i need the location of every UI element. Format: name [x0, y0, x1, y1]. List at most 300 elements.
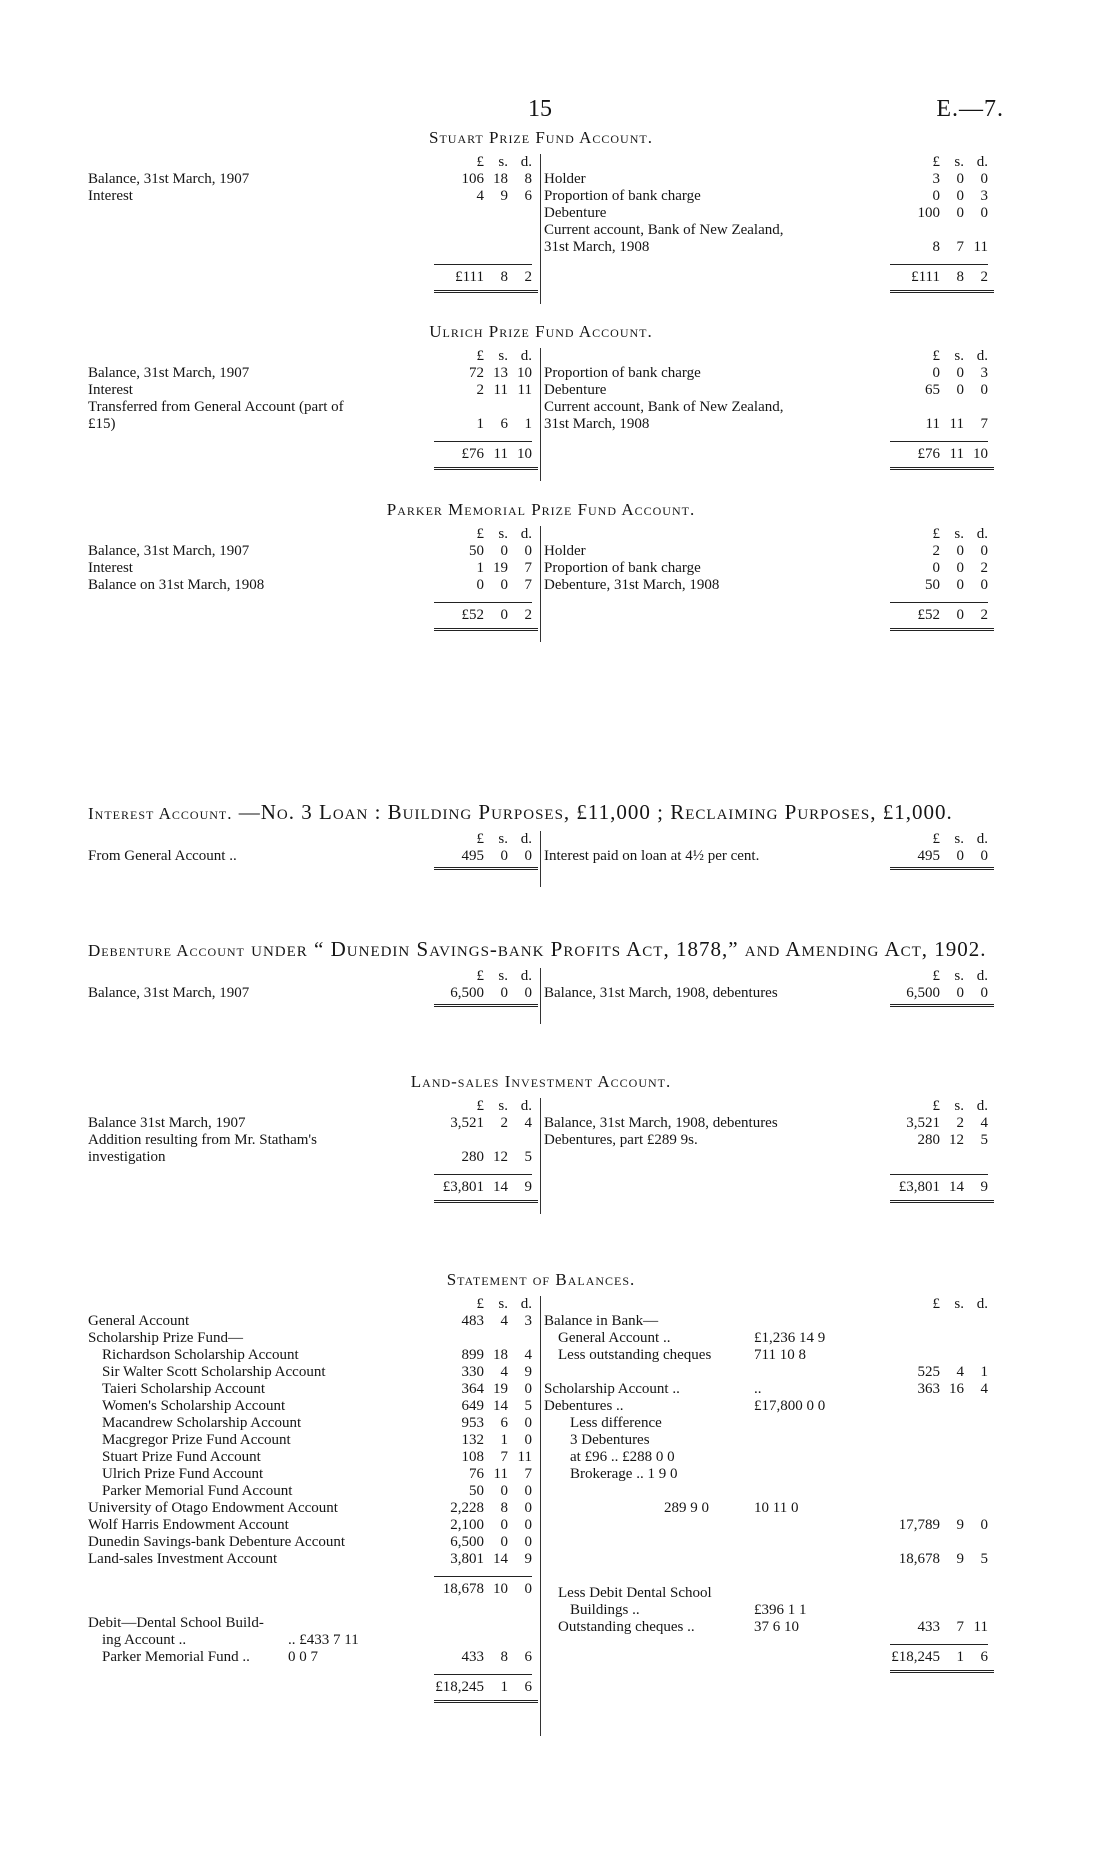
ledger-entry-label: Debentures, part £289 9s. [544, 1132, 698, 1148]
amount [878, 985, 988, 1002]
rule-line [434, 441, 532, 442]
ledger-row [544, 1432, 994, 1449]
amount-shillings: 0 [956, 188, 964, 204]
ledger-entry-label: Interest paid on loan at 4½ per cent. [544, 848, 760, 864]
amount-shillings: s. [954, 831, 964, 847]
amount [878, 205, 988, 222]
ledger-row [544, 526, 994, 543]
amount-pence: 11 [973, 239, 988, 255]
ledger-row [544, 560, 994, 577]
double-rule-line [890, 467, 994, 472]
double-rule-line [434, 1200, 538, 1205]
ledger-row [88, 526, 538, 543]
ledger-entry-label: Stuart Prize Fund Account [102, 1449, 261, 1465]
ledger-row [88, 1649, 538, 1666]
amount-shillings: s. [954, 526, 964, 542]
amount-pounds: 132 [461, 1432, 484, 1448]
amount-shillings: s. [954, 1098, 964, 1114]
amount-pounds: 50 [925, 577, 940, 593]
amount-pounds: 50 [469, 1483, 484, 1499]
inner-amount: £1,236 14 9 [754, 1330, 826, 1346]
ledger-entry-label: Balance 31st March, 1907 [88, 1115, 246, 1131]
amount-pounds: 6,500 [450, 1534, 484, 1550]
ledger-row [88, 1296, 538, 1313]
amount-pence: 7 [524, 560, 532, 576]
amount [422, 543, 532, 560]
amount-pence: 3 [980, 188, 988, 204]
amount-pence: 0 [524, 1483, 532, 1499]
land-sales-investment-account [88, 1072, 994, 1214]
ledger-entry-label: Current account, Bank of New Zealand, [544, 399, 784, 415]
amount-shillings: 7 [500, 1449, 508, 1465]
amount-shillings: 0 [956, 577, 964, 593]
amount-pounds: 6,500 [906, 985, 940, 1001]
amount-pounds: £52 [461, 607, 484, 623]
amount-pounds: £18,245 [435, 1679, 484, 1695]
ledger-row [88, 1415, 538, 1432]
column-divider [540, 1098, 541, 1214]
amount [878, 222, 988, 239]
amount-shillings: 11 [493, 1466, 508, 1482]
ledger-entry-label: Buildings .. [570, 1602, 640, 1618]
ledger-row [544, 1585, 994, 1602]
amount-pounds: 0 [476, 577, 484, 593]
amount-pence: 9 [524, 1364, 532, 1380]
debit-side [88, 1296, 538, 1705]
amount-shillings: 11 [493, 446, 508, 462]
amount-pounds: 76 [469, 1466, 484, 1482]
account-title-label: Debenture Account [88, 941, 245, 960]
ledger-row [88, 1330, 538, 1347]
amount-pence: d. [976, 831, 988, 847]
ledger-entry-label: Outstanding cheques .. [558, 1619, 695, 1635]
amount [878, 154, 988, 171]
ledger-row [544, 607, 994, 624]
amount-shillings: s. [498, 348, 508, 364]
account-body [88, 1296, 994, 1736]
amount-pounds: 0 [932, 365, 940, 381]
ledger-row [544, 1568, 994, 1585]
amount-pence: d. [976, 348, 988, 364]
debit-side [88, 526, 538, 633]
amount-pence: d. [976, 1296, 988, 1312]
amount-pence: 10 [517, 365, 532, 381]
column-divider [540, 968, 541, 1024]
amount-shillings: 4 [956, 1364, 964, 1380]
ledger-row [544, 239, 994, 256]
amount-pence: 5 [980, 1551, 988, 1567]
amount-pounds: 1 [476, 416, 484, 432]
amount-shillings: 0 [956, 607, 964, 623]
amount-pence: 0 [524, 1500, 532, 1516]
amount-pence: d. [520, 831, 532, 847]
ledger-entry-label: Holder [544, 171, 586, 187]
ledger-entry-label: Debenture, 31st March, 1908 [544, 577, 720, 593]
column-divider [540, 526, 541, 642]
ledger-row [544, 399, 994, 416]
amount-shillings: 0 [500, 543, 508, 559]
ledger-row [88, 543, 538, 560]
amount-shillings: 14 [949, 1179, 964, 1195]
ledger-row [544, 348, 994, 365]
amount [878, 1098, 988, 1115]
ledger-row [88, 1398, 538, 1415]
amount [422, 607, 532, 624]
account-title: Ulrich Prize Fund Account. [429, 322, 653, 341]
amount [878, 1381, 988, 1398]
amount [422, 1551, 532, 1568]
amount-pence: 0 [524, 1381, 532, 1397]
ledger-row [88, 1632, 538, 1649]
amount-pence: 6 [980, 1649, 988, 1665]
ledger-row [544, 1466, 994, 1483]
amount-pence: 11 [517, 1449, 532, 1465]
amount [878, 1551, 988, 1568]
amount [878, 968, 988, 985]
ledger-entry-label: Taieri Scholarship Account [102, 1381, 266, 1397]
account-body [88, 526, 994, 642]
account-title-label: Interest Account. [88, 804, 233, 823]
amount-pounds: £52 [917, 607, 940, 623]
ledger-row [88, 1179, 538, 1196]
amount-pence: 1 [524, 416, 532, 432]
amount [878, 1649, 988, 1666]
ledger-entry-label: Less difference [570, 1415, 662, 1431]
ledger-entry-label: Proportion of bank charge [544, 560, 701, 576]
amount-pounds: 0 [932, 560, 940, 576]
ledger-entry-label: Land-sales Investment Account [88, 1551, 278, 1567]
amount [878, 1132, 988, 1149]
amount [422, 848, 532, 865]
amount-shillings: s. [498, 968, 508, 984]
amount [878, 188, 988, 205]
amount-pence: 9 [524, 1179, 532, 1195]
ledger-entry-label: Interest [88, 382, 133, 398]
ledger-row [544, 1149, 994, 1166]
amount [878, 577, 988, 594]
amount-pounds: 8 [932, 239, 940, 255]
ledger-entry-label: Proportion of bank charge [544, 188, 701, 204]
ledger-row [88, 1115, 538, 1132]
amount-shillings: s. [498, 831, 508, 847]
ledger-row [88, 1551, 538, 1568]
amount-pence: 10 [973, 446, 988, 462]
ledger-entry-label: Balance, 31st March, 1907 [88, 365, 250, 381]
amount-shillings: 12 [949, 1132, 964, 1148]
amount-pounds: 3,801 [450, 1551, 484, 1567]
ledger-entry-label: 289 9 0 [664, 1500, 709, 1516]
ledger-entry-label: Parker Memorial Fund .. [102, 1649, 250, 1665]
account-title-text: —No. 3 Loan : Building Purposes, £11,000 ; Reclaiming Purposes, £1,000. [232, 800, 953, 824]
amount [422, 1149, 532, 1166]
amount-shillings: 11 [493, 382, 508, 398]
ledger-row [88, 1581, 538, 1598]
amount [422, 1581, 532, 1598]
amount-pence: 4 [524, 1347, 532, 1363]
credit-side [544, 1098, 994, 1205]
amount-pounds: £ [932, 1296, 940, 1312]
amount-pounds: £ [932, 1098, 940, 1114]
amount-pounds: 899 [461, 1347, 484, 1363]
ledger-row [544, 848, 994, 865]
amount-pence: 4 [524, 1115, 532, 1131]
amount [878, 1179, 988, 1196]
amount-pence: 4 [980, 1115, 988, 1131]
rule-line [434, 1674, 532, 1675]
amount [878, 526, 988, 543]
account-body [88, 348, 994, 481]
ledger-entry-label: Holder [544, 543, 586, 559]
amount-shillings: 14 [493, 1551, 508, 1567]
amount-pounds: £ [476, 831, 484, 847]
amount-shillings: 1 [500, 1432, 508, 1448]
amount-pounds: 3,521 [906, 1115, 940, 1131]
amount-shillings: 9 [500, 188, 508, 204]
ledger-row [88, 1381, 538, 1398]
amount [422, 399, 532, 416]
column-divider [540, 154, 541, 304]
amount-shillings: s. [954, 154, 964, 170]
ledger-row [88, 1149, 538, 1166]
amount-shillings: 11 [949, 446, 964, 462]
amount-pence: 10 [517, 446, 532, 462]
account-body [88, 831, 994, 887]
amount-pence: 5 [980, 1132, 988, 1148]
ledger-row [88, 848, 538, 865]
inner-amount: £17,800 0 0 [754, 1398, 826, 1414]
amount-pounds: 2 [476, 382, 484, 398]
amount-pence: 0 [524, 1581, 532, 1597]
ledger-row [88, 382, 538, 399]
amount-pounds: 1 [476, 560, 484, 576]
ledger-entry-label: Less outstanding cheques [558, 1347, 712, 1363]
ledger-row [88, 1598, 538, 1615]
amount-pounds: 6,500 [450, 985, 484, 1001]
amount-pence: 5 [524, 1149, 532, 1165]
amount [422, 365, 532, 382]
amount-pence: 0 [524, 1534, 532, 1550]
amount-pence: 6 [524, 1679, 532, 1695]
double-rule-line [890, 1200, 994, 1205]
amount [422, 831, 532, 848]
amount-shillings: 0 [956, 560, 964, 576]
amount-pence: 7 [980, 416, 988, 432]
ledger-row [88, 348, 538, 365]
account-title: Stuart Prize Fund Account. [429, 128, 653, 147]
ledger-row [544, 1132, 994, 1149]
amount-pence: 8 [524, 171, 532, 187]
amount [422, 968, 532, 985]
amount-shillings: 8 [500, 269, 508, 285]
amount-shillings: 6 [500, 416, 508, 432]
amount-pounds: 433 [461, 1649, 484, 1665]
inner-amount: .. £433 7 11 [288, 1632, 359, 1648]
amount-shillings: s. [498, 1296, 508, 1312]
amount-pence: 0 [980, 1517, 988, 1533]
amount-shillings: 0 [956, 205, 964, 221]
amount-pence: 9 [524, 1551, 532, 1567]
amount [878, 848, 988, 865]
amount-shillings: 4 [500, 1364, 508, 1380]
ledger-row [544, 1483, 994, 1500]
ledger-row [88, 269, 538, 286]
amount-pence: 0 [980, 382, 988, 398]
amount-pence: 0 [980, 171, 988, 187]
ledger-row [88, 1347, 538, 1364]
ledger-row [88, 1534, 538, 1551]
debit-side [88, 968, 538, 1009]
amount-pounds: £76 [917, 446, 940, 462]
amount [878, 560, 988, 577]
amount [422, 348, 532, 365]
ledger-row [544, 222, 994, 239]
amount-pence: 11 [973, 1619, 988, 1635]
ledger-row [88, 1483, 538, 1500]
ledger-entry-label: Ulrich Prize Fund Account [102, 1466, 264, 1482]
rule-line [434, 1174, 532, 1175]
ledger-entry-label: Current account, Bank of New Zealand, [544, 222, 784, 238]
ledger-row [544, 382, 994, 399]
amount [878, 365, 988, 382]
ledger-entry-label: 3 Debentures [570, 1432, 650, 1448]
ledger-row [88, 365, 538, 382]
credit-side [544, 831, 994, 872]
amount-pounds: 50 [469, 543, 484, 559]
amount [878, 543, 988, 560]
ledger-entry-label: General Account .. [558, 1330, 671, 1346]
amount-pence: 6 [524, 1649, 532, 1665]
ledger-row [544, 446, 994, 463]
rule-line [890, 441, 988, 442]
ledger-entry-label: Proportion of bank charge [544, 365, 701, 381]
ledger-entry-label: at £96 .. £288 0 0 [570, 1449, 675, 1465]
amount-shillings: 0 [956, 365, 964, 381]
inner-amount: 10 11 0 [754, 1500, 799, 1516]
ledger-row [544, 543, 994, 560]
ledger-row [88, 831, 538, 848]
inner-amount: £396 1 1 [754, 1602, 807, 1618]
ledger-row [544, 1364, 994, 1381]
amount-shillings: 0 [500, 607, 508, 623]
double-rule-line [890, 1670, 994, 1675]
amount-pence: d. [520, 526, 532, 542]
amount-shillings: 19 [493, 1381, 508, 1397]
amount-pence: 11 [517, 382, 532, 398]
amount-pence: d. [520, 1098, 532, 1114]
credit-side [544, 968, 994, 1009]
amount-pence: d. [520, 154, 532, 170]
amount-shillings: 4 [500, 1313, 508, 1329]
double-rule-line [890, 290, 994, 295]
ledger-entry-label: Debentures .. [544, 1398, 624, 1414]
amount-pounds: 65 [925, 382, 940, 398]
account-title [88, 937, 994, 962]
amount-shillings: 1 [500, 1679, 508, 1695]
amount-pence: 0 [524, 1432, 532, 1448]
amount-shillings: s. [954, 348, 964, 364]
ledger-row [544, 205, 994, 222]
double-rule-line [434, 867, 538, 872]
ledger-row [544, 188, 994, 205]
amount-pounds: 4 [476, 188, 484, 204]
amount-shillings: 7 [956, 1619, 964, 1635]
column-divider [540, 831, 541, 887]
amount [422, 154, 532, 171]
amount-pounds: 280 [461, 1149, 484, 1165]
parker-memorial-prize-fund-account [88, 500, 994, 642]
ledger-entry-label: Less Debit Dental School [558, 1585, 712, 1601]
ledger-entry-label: Addition resulting from Mr. Statham's [88, 1132, 317, 1148]
amount-shillings: 0 [500, 1483, 508, 1499]
ledger-row [88, 607, 538, 624]
ledger-entry-label: General Account [88, 1313, 190, 1329]
amount-shillings: 12 [493, 1149, 508, 1165]
account-title: Parker Memorial Prize Fund Account. [386, 500, 696, 519]
amount-shillings: 0 [956, 848, 964, 864]
ledger-row [544, 1398, 994, 1415]
amount-pence: 3 [524, 1313, 532, 1329]
ledger-row [88, 399, 538, 416]
ledger-row [88, 1364, 538, 1381]
ledger-row [88, 985, 538, 1002]
ledger-row [88, 1679, 538, 1696]
ledger-row [544, 416, 994, 433]
account-title-text: under “ Dunedin Savings-bank Profits Act, 1878,” and Amending Act, 1902. [244, 937, 987, 961]
amount-pence: 0 [980, 848, 988, 864]
amount-pence: 0 [980, 577, 988, 593]
inner-amount: 0 0 7 [288, 1649, 318, 1665]
amount-pounds: 433 [917, 1619, 940, 1635]
amount [422, 1115, 532, 1132]
ledger-row [544, 1381, 994, 1398]
amount-pence: d. [520, 1296, 532, 1312]
amount [422, 1179, 532, 1196]
amount-pounds: 280 [917, 1132, 940, 1148]
ledger-row [544, 171, 994, 188]
ledger-entry-label: Balance on 31st March, 1908 [88, 577, 265, 593]
amount-pence: 0 [980, 543, 988, 559]
amount [422, 526, 532, 543]
amount-pence: 7 [524, 577, 532, 593]
amount [878, 1517, 988, 1534]
amount-pence: 1 [980, 1364, 988, 1380]
credit-side [544, 348, 994, 472]
amount [422, 560, 532, 577]
amount-pounds: 483 [461, 1313, 484, 1329]
amount [422, 269, 532, 286]
amount-pounds: 108 [461, 1449, 484, 1465]
rule-line [890, 264, 988, 265]
amount-pence: 0 [524, 985, 532, 1001]
rule-line [890, 602, 988, 603]
amount-pence: d. [976, 968, 988, 984]
inner-amount: 37 6 10 [754, 1619, 799, 1635]
amount [422, 1649, 532, 1666]
double-rule-line [890, 628, 994, 633]
amount-pence: 2 [980, 269, 988, 285]
amount [422, 1679, 532, 1696]
amount-shillings: s. [954, 968, 964, 984]
ledger-row [88, 560, 538, 577]
ledger-entry-label: Richardson Scholarship Account [102, 1347, 299, 1363]
amount-pounds: £3,801 [442, 1179, 484, 1195]
amount [422, 985, 532, 1002]
amount-pounds: £ [476, 154, 484, 170]
amount [878, 416, 988, 433]
amount-pounds: £18,245 [891, 1649, 940, 1665]
amount [422, 171, 532, 188]
amount-pounds: 72 [469, 365, 484, 381]
